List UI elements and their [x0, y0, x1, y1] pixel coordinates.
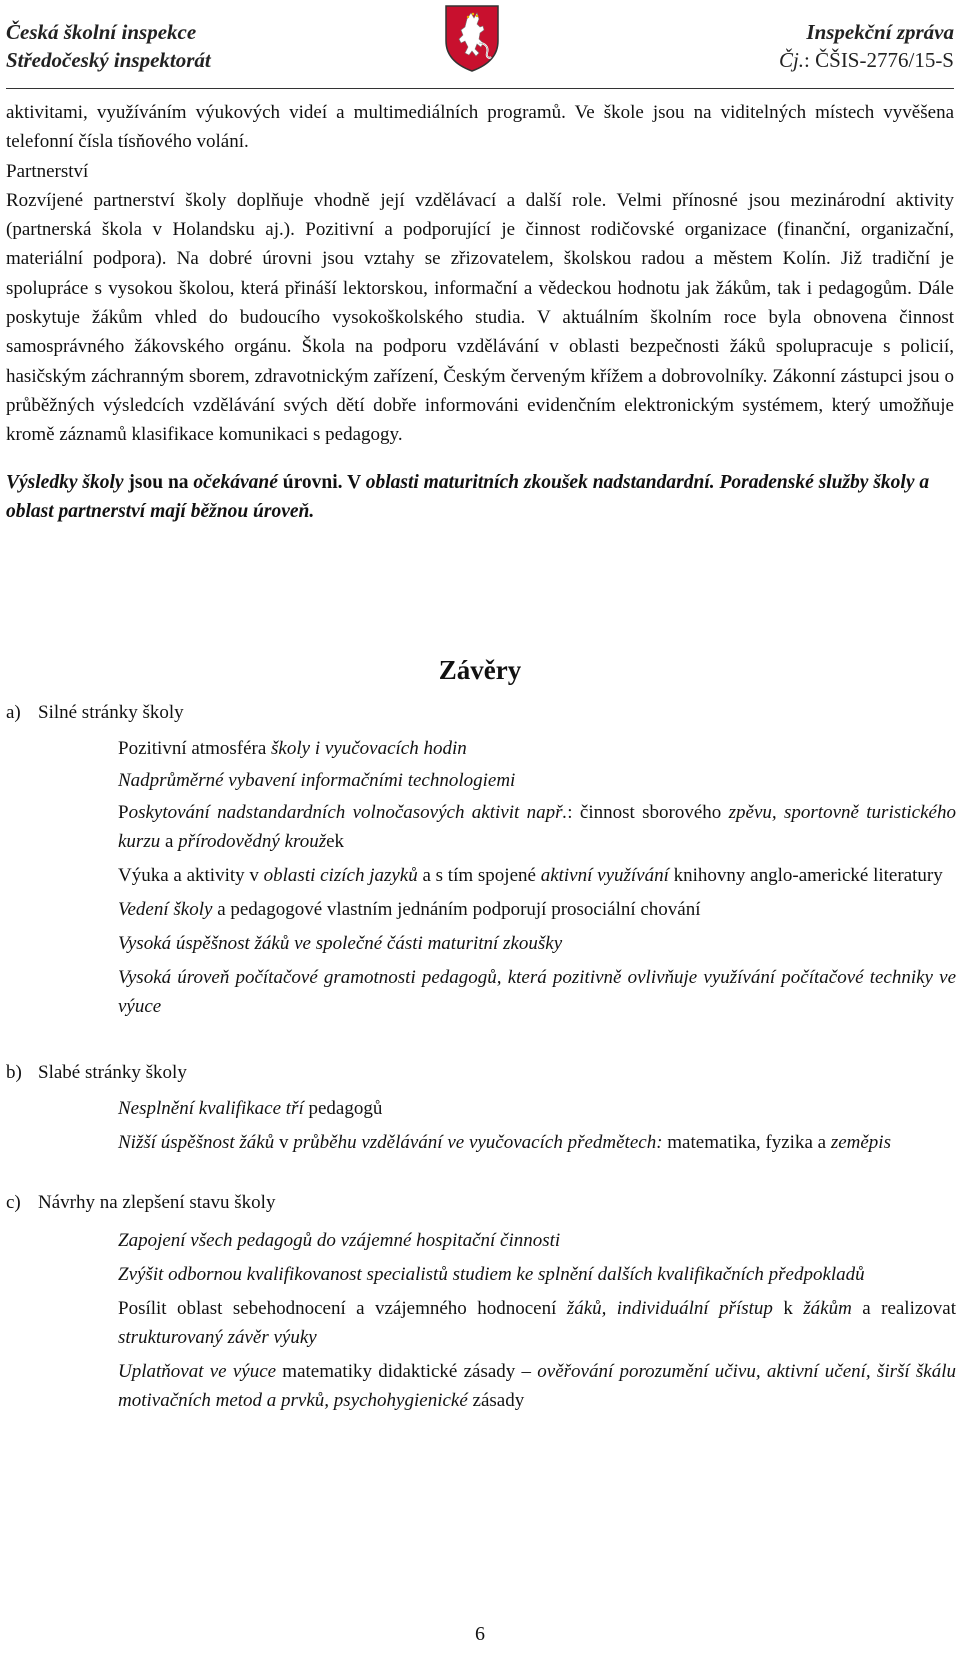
summary-runs — [6, 472, 929, 522]
text-run: : činnost sborového — [567, 802, 729, 823]
body-text — [6, 98, 954, 526]
section-label: b) — [6, 1062, 22, 1083]
text-run: v — [274, 1132, 294, 1153]
italic-text-run: Nadprůměrné vybavení informačními technologiemi — [118, 770, 516, 791]
italic-text-run: Zapojení všech pedagogů do vzájemné hospitační činnosti — [118, 1230, 561, 1251]
italic-text-run: žákům — [803, 1298, 852, 1319]
italic-text-run: žáků, individuální přístup — [566, 1298, 773, 1319]
italic-text-run: Výsledky školy — [6, 471, 124, 493]
section-label: a) — [6, 702, 21, 723]
list-item — [118, 929, 956, 958]
evaluation-summary — [6, 468, 954, 526]
list-item — [118, 963, 956, 1021]
header-doc-type: Inspekční zpráva — [806, 20, 954, 44]
list-item — [118, 1294, 956, 1352]
list-item — [118, 895, 956, 924]
italic-text-run: Nesplnění kvalifikace tří — [118, 1098, 304, 1119]
list-item — [118, 861, 956, 890]
list-item — [118, 734, 956, 763]
italic-text-run: Vysoká úspěšnost žáků ve společné části maturitní zkoušky — [118, 933, 563, 954]
list-item — [118, 1260, 956, 1289]
header-org-line2: Středočeský inspektorát — [6, 48, 211, 72]
section-label: c) — [6, 1192, 21, 1213]
text-run: k — [772, 1298, 804, 1319]
text-run: knihovny anglo-americké literatury — [668, 865, 943, 886]
section-strengths-heading — [6, 702, 184, 724]
header-org-line1: Česká školní inspekce — [6, 20, 197, 44]
list-item — [118, 1128, 956, 1157]
subheading-partnership: Partnerství — [6, 160, 89, 182]
italic-text-run: zeměpis — [830, 1132, 891, 1153]
italic-text-run: Vedení školy — [118, 899, 213, 920]
list-item — [118, 798, 956, 856]
text-run: matematiky didaktické zásady – — [276, 1361, 538, 1382]
text-run: Pozitivní atmosféra — [118, 738, 272, 759]
coat-of-arms-icon — [443, 3, 501, 73]
list-item — [118, 766, 956, 795]
text-run: matematika, fyzika a — [662, 1132, 831, 1153]
italic-text-run: Zvýšit odbornou kvalifikovanost specialistů studiem ke splnění dalších kvalifikačních předpokladů — [118, 1264, 865, 1285]
section-title: Silné stránky školy — [38, 702, 184, 723]
text-run: pedagogů — [303, 1098, 383, 1119]
text-run: a — [160, 831, 179, 852]
header-organization — [6, 18, 211, 74]
section-title: Slabé stránky školy — [38, 1062, 187, 1083]
weaknesses-list — [118, 1094, 956, 1157]
italic-text-run: školy i vyučovacích hodin — [271, 738, 467, 759]
section-title: Návrhy na zlepšení stavu školy — [38, 1192, 276, 1213]
section-improvements-heading — [6, 1192, 275, 1214]
italic-text-run: zpěvu, sportovně turistického kurzu — [118, 802, 956, 852]
italic-text-run: strukturovaný závěr výuky — [118, 1327, 317, 1348]
italic-text-run: Nižší úspěšnost žáků — [118, 1132, 275, 1153]
text-run: jsou na — [123, 471, 194, 493]
italic-text-run: ověřování porozumění učivu, aktivní učení, širší škálu motivačních metod a prvků, psychohygienické — [118, 1361, 956, 1411]
text-run: a s tím spojené — [417, 865, 541, 886]
italic-text-run: oskytování nadstandardních volnočasových aktivit např. — [128, 802, 568, 823]
italic-text-run: očekávané — [193, 471, 278, 493]
italic-text-run: Vysoká úroveň počítačové gramotnosti pedagogů, která pozitivně ovlivňuje využívání počítačové techniky ve výuce — [118, 967, 956, 1017]
page-number: 6 — [475, 1623, 485, 1645]
text-run: P — [118, 802, 129, 823]
text-run: Výuka a aktivity v — [118, 865, 264, 886]
italic-text-run: oblasti maturitních zkoušek nadstandardní. Poradenské služby školy a oblast partnerství mají běžnou úroveň. — [6, 471, 930, 522]
header-document-info — [779, 18, 954, 74]
conclusions-title: Závěry — [438, 655, 522, 685]
italic-text-run: průběhu vzdělávání ve vyučovacích předmětech: — [293, 1132, 663, 1153]
strengths-list — [118, 734, 956, 1021]
page-header — [0, 0, 960, 92]
text-run: a pedagogové vlastním jednáním podporují prosociální chování — [212, 899, 701, 920]
header-reference — [779, 46, 954, 74]
text-run: zásady — [467, 1390, 525, 1411]
italic-text-run: aktivní využívání — [540, 865, 669, 886]
paragraph-safety: aktivitami, využíváním výukových videí a multimediálních programů. Ve škole jsou na viditelných místech vyvěšena telefonní čísla tísňového volání. — [6, 102, 954, 153]
section-weaknesses-heading — [6, 1062, 187, 1084]
text-run: Posílit oblast sebehodnocení a vzájemného hodnocení — [118, 1298, 567, 1319]
header-ref-number: : ČŠIS-2776/15-S — [804, 48, 954, 72]
list-item — [118, 1357, 956, 1415]
italic-text-run: oblasti cizích jazyků — [263, 865, 418, 886]
text-run: a realizovat — [851, 1298, 957, 1319]
italic-text-run: přírodovědný krouž — [178, 831, 327, 852]
header-ref-prefix: Čj. — [778, 48, 805, 72]
header-divider — [6, 88, 954, 89]
list-item — [118, 1226, 956, 1255]
text-run: úrovni. V — [277, 471, 366, 493]
italic-text-run: Uplatňovat ve výuce — [118, 1361, 277, 1382]
improvements-list — [118, 1226, 956, 1415]
paragraph-partnership: Rozvíjené partnerství školy doplňuje vhodně její vzdělávací a další role. Velmi přínosné jsou mezinárodní aktivity (partnerská škola v Holandsku aj.). Pozitivní a podporující je činnost rodičovské organizace (finanční, organizační, materiální podpora). Na dobré úrovni jsou vztahy se zřizovatelem, školskou radou a městem Kolín. Již tradiční je spolupráce s vysokou školou, která přináší lektorskou, informační a vědeckou hodnotu jak žákům, tak i pedagogům. Dále poskytuje žákům vhled do budoucího vysokoškolského studia. V aktuálním školním roce byla obnovena činnost samosprávného žákovského orgánu. Škola na podporu vzdělávání v oblasti bezpečnosti žáků spolupracuje s policií, hasičským záchranným sborem, zdravotnickým zařízení, Českým červeným křížem a dobrovolníky. Zákonní zástupci jsou o průběžných výsledcích vzdělávání svých dětí dobře informováni evidenčním elektronickým systémem, který umožňuje kromě záznamů klasifikace komunikaci s pedagogy. — [6, 189, 954, 446]
list-item — [118, 1094, 956, 1123]
text-run: ek — [326, 831, 345, 852]
